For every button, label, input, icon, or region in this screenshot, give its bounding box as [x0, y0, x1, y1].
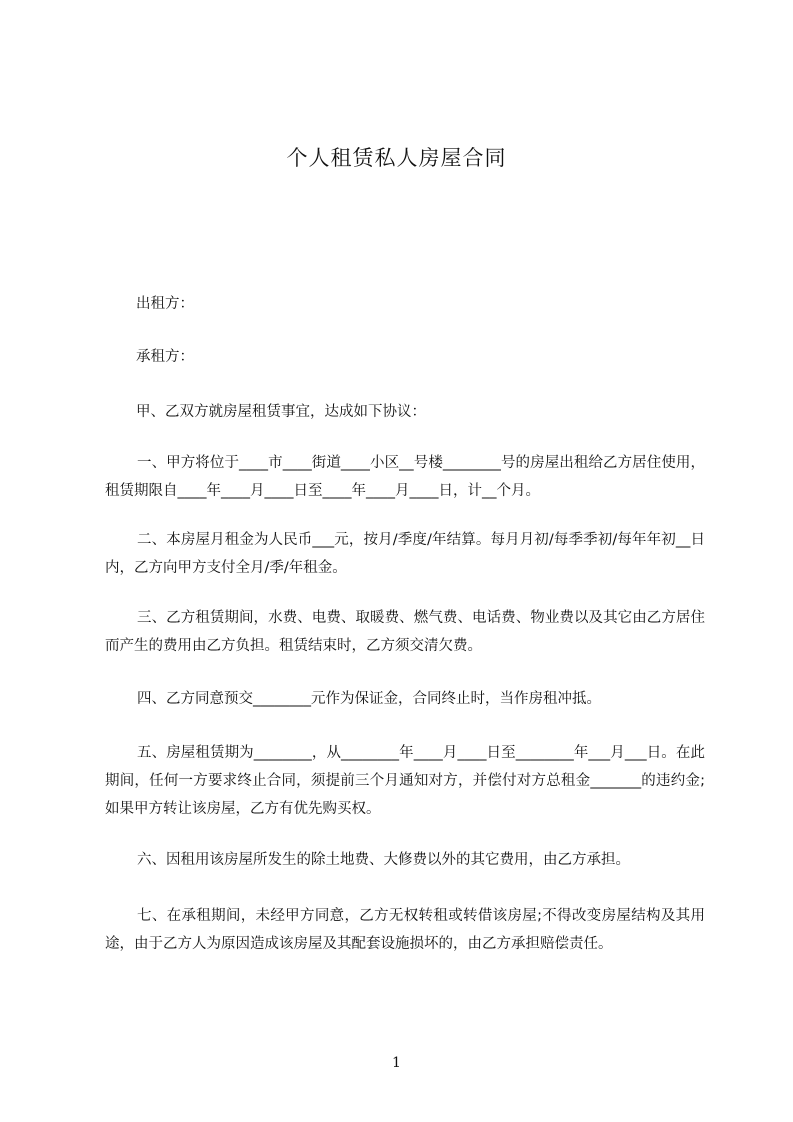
lessor-label: 出租方：: [136, 296, 194, 312]
intro-text: 甲、乙双方就房屋租赁事宜，达成如下协议：: [136, 404, 426, 420]
clause-4: 四、乙方同意预交________元作为保证金，合同终止时，当作房租冲抵。: [137, 691, 601, 707]
clause-6: 六、因租用该房屋所发生的除土地费、大修费以外的其它费用，由乙方承担。: [137, 852, 630, 868]
lessee-label: 承租方：: [136, 349, 194, 365]
clause-1: 一、甲方将位于____市____街道____小区__号楼________号的房屋出租给乙方居住使用，租赁期限自____年____月____日至____年____月____日，计__个月。: [105, 455, 705, 499]
clause-3: 三、乙方租赁期间，水费、电费、取暖费、燃气费、电话费、物业费以及其它由乙方居住而产生的费用由乙方负担。租赁结束时，乙方须交清欠费。: [105, 610, 705, 654]
clause-5: 五、房屋租赁期为________，从________年____月____日至________年___月___日。在此期间，任何一方要求终止合同，须提前三个月通知对方，并偿付对方总租金_______的违约金;如果甲方转让该房屋，乙方有优先购买权。: [105, 745, 705, 817]
clause-7: 七、在承租期间，未经甲方同意，乙方无权转租或转借该房屋;不得改变房屋结构及其用途，由于乙方人为原因造成该房屋及其配套设施损坏的，由乙方承担赔偿责任。: [105, 908, 705, 952]
clause-2: 二、本房屋月租金为人民币___元，按月/季度/年结算。每月月初/每季季初/每年年初__日内，乙方向甲方支付全月/季/年租金。: [105, 532, 705, 576]
page-title: 个人租赁私人房屋合同: [286, 146, 507, 170]
page-number: 1: [392, 1055, 401, 1071]
